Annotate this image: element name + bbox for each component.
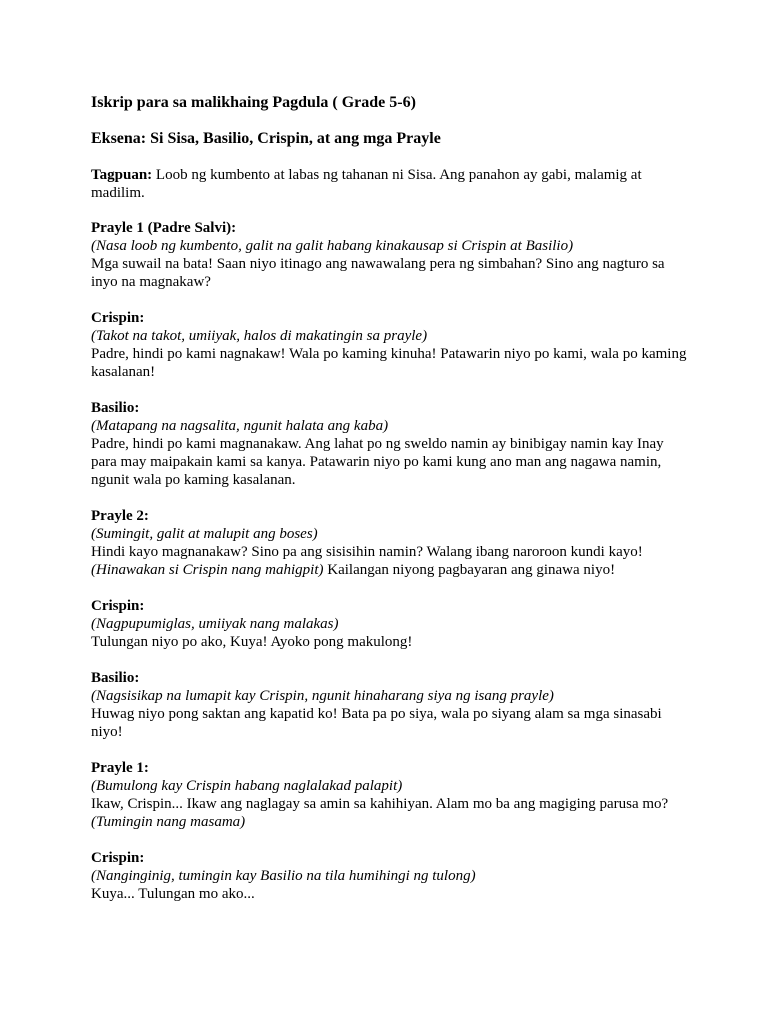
- trailing-stage-direction: (Tumingin nang masama): [91, 814, 246, 830]
- speaker-name: Prayle 1 (Padre Salvi):: [91, 220, 237, 236]
- script-page: [91, 93, 691, 921]
- dialogue-block: [91, 669, 691, 741]
- dialogue-block: [91, 399, 691, 489]
- setting-label: Tagpuan:: [91, 167, 153, 183]
- dialogue-block: [91, 597, 691, 651]
- stage-direction: (Nagsisikap na lumapit kay Crispin, ngunit hinaharang siya ng isang prayle): [91, 688, 554, 704]
- speaker-name: Crispin:: [91, 850, 145, 866]
- dialogue-text: Kuya... Tulungan mo ako...: [91, 886, 255, 902]
- dialogue-text: Padre, hindi po kami nagnakaw! Wala po kaming kinuha! Patawarin niyo po kami, wala po kaming kasalanan!: [91, 346, 687, 380]
- dialogue-text: Ikaw, Crispin... Ikaw ang naglagay sa amin sa kahihiyan. Alam mo ba ang magiging parusa mo?: [91, 796, 669, 812]
- dialogue-block: [91, 507, 691, 579]
- speaker-name: Crispin:: [91, 598, 145, 614]
- stage-direction: (Bumulong kay Crispin habang naglalakad palapit): [91, 778, 403, 794]
- stage-direction: (Nanginginig, tumingin kay Basilio na tila humihingi ng tulong): [91, 868, 476, 884]
- stage-direction: (Sumingit, galit at malupit ang boses): [91, 526, 318, 542]
- stage-direction: (Nagpupumiglas, umiiyak nang malakas): [91, 616, 339, 632]
- dialogue-text: Mga suwail na bata! Saan niyo itinago ang nawawalang pera ng simbahan? Sino ang nagturo sa inyo na magnakaw?: [91, 256, 665, 290]
- dialogue-text: Tulungan niyo po ako, Kuya! Ayoko pong makulong!: [91, 634, 413, 650]
- speaker-name: Basilio:: [91, 670, 140, 686]
- stage-direction: (Nasa loob ng kumbento, galit na galit habang kinakausap si Crispin at Basilio): [91, 238, 574, 254]
- dialogue-block: [91, 759, 691, 831]
- dialogue-block: [91, 219, 691, 291]
- setting-paragraph: [91, 166, 691, 202]
- setting-text: Loob ng kumbento at labas ng tahanan ni Sisa. Ang panahon ay gabi, malamig at madilim.: [91, 167, 642, 201]
- inline-stage-direction: (Hinawakan si Crispin nang mahigpit): [91, 562, 324, 578]
- scene-heading: Eksena: Si Sisa, Basilio, Crispin, at ang mga Prayle: [91, 130, 441, 147]
- speaker-name: Prayle 2:: [91, 508, 149, 524]
- speaker-name: Basilio:: [91, 400, 140, 416]
- speaker-name: Prayle 1:: [91, 760, 149, 776]
- document-title: Iskrip para sa malikhaing Pagdula ( Grade 5-6): [91, 94, 416, 111]
- dialogue-block: [91, 849, 691, 903]
- dialogue-block: [91, 309, 691, 381]
- dialogue-text: Hindi kayo magnanakaw? Sino pa ang sisisihin namin? Walang ibang naroroon kundi kayo!: [91, 544, 643, 560]
- dialogue-text-2: Kailangan niyong pagbayaran ang ginawa niyo!: [323, 562, 616, 578]
- dialogue-text: Huwag niyo pong saktan ang kapatid ko! Bata pa po siya, wala po siyang alam sa mga sinasabi niyo!: [91, 706, 662, 740]
- dialogue-text: Padre, hindi po kami magnanakaw. Ang lahat po ng sweldo namin ay binibigay namin kay Inay para may maipakain kami sa kanya. Patawarin niyo po kami kung ano man ang nagawa namin, ngunit wala po kaming kasalanan.: [91, 436, 664, 488]
- dialogue-continuation: [91, 561, 691, 579]
- stage-direction: (Matapang na nagsalita, ngunit halata ang kaba): [91, 418, 389, 434]
- speaker-name: Crispin:: [91, 310, 145, 326]
- stage-direction: (Takot na takot, umiiyak, halos di makatingin sa prayle): [91, 328, 428, 344]
